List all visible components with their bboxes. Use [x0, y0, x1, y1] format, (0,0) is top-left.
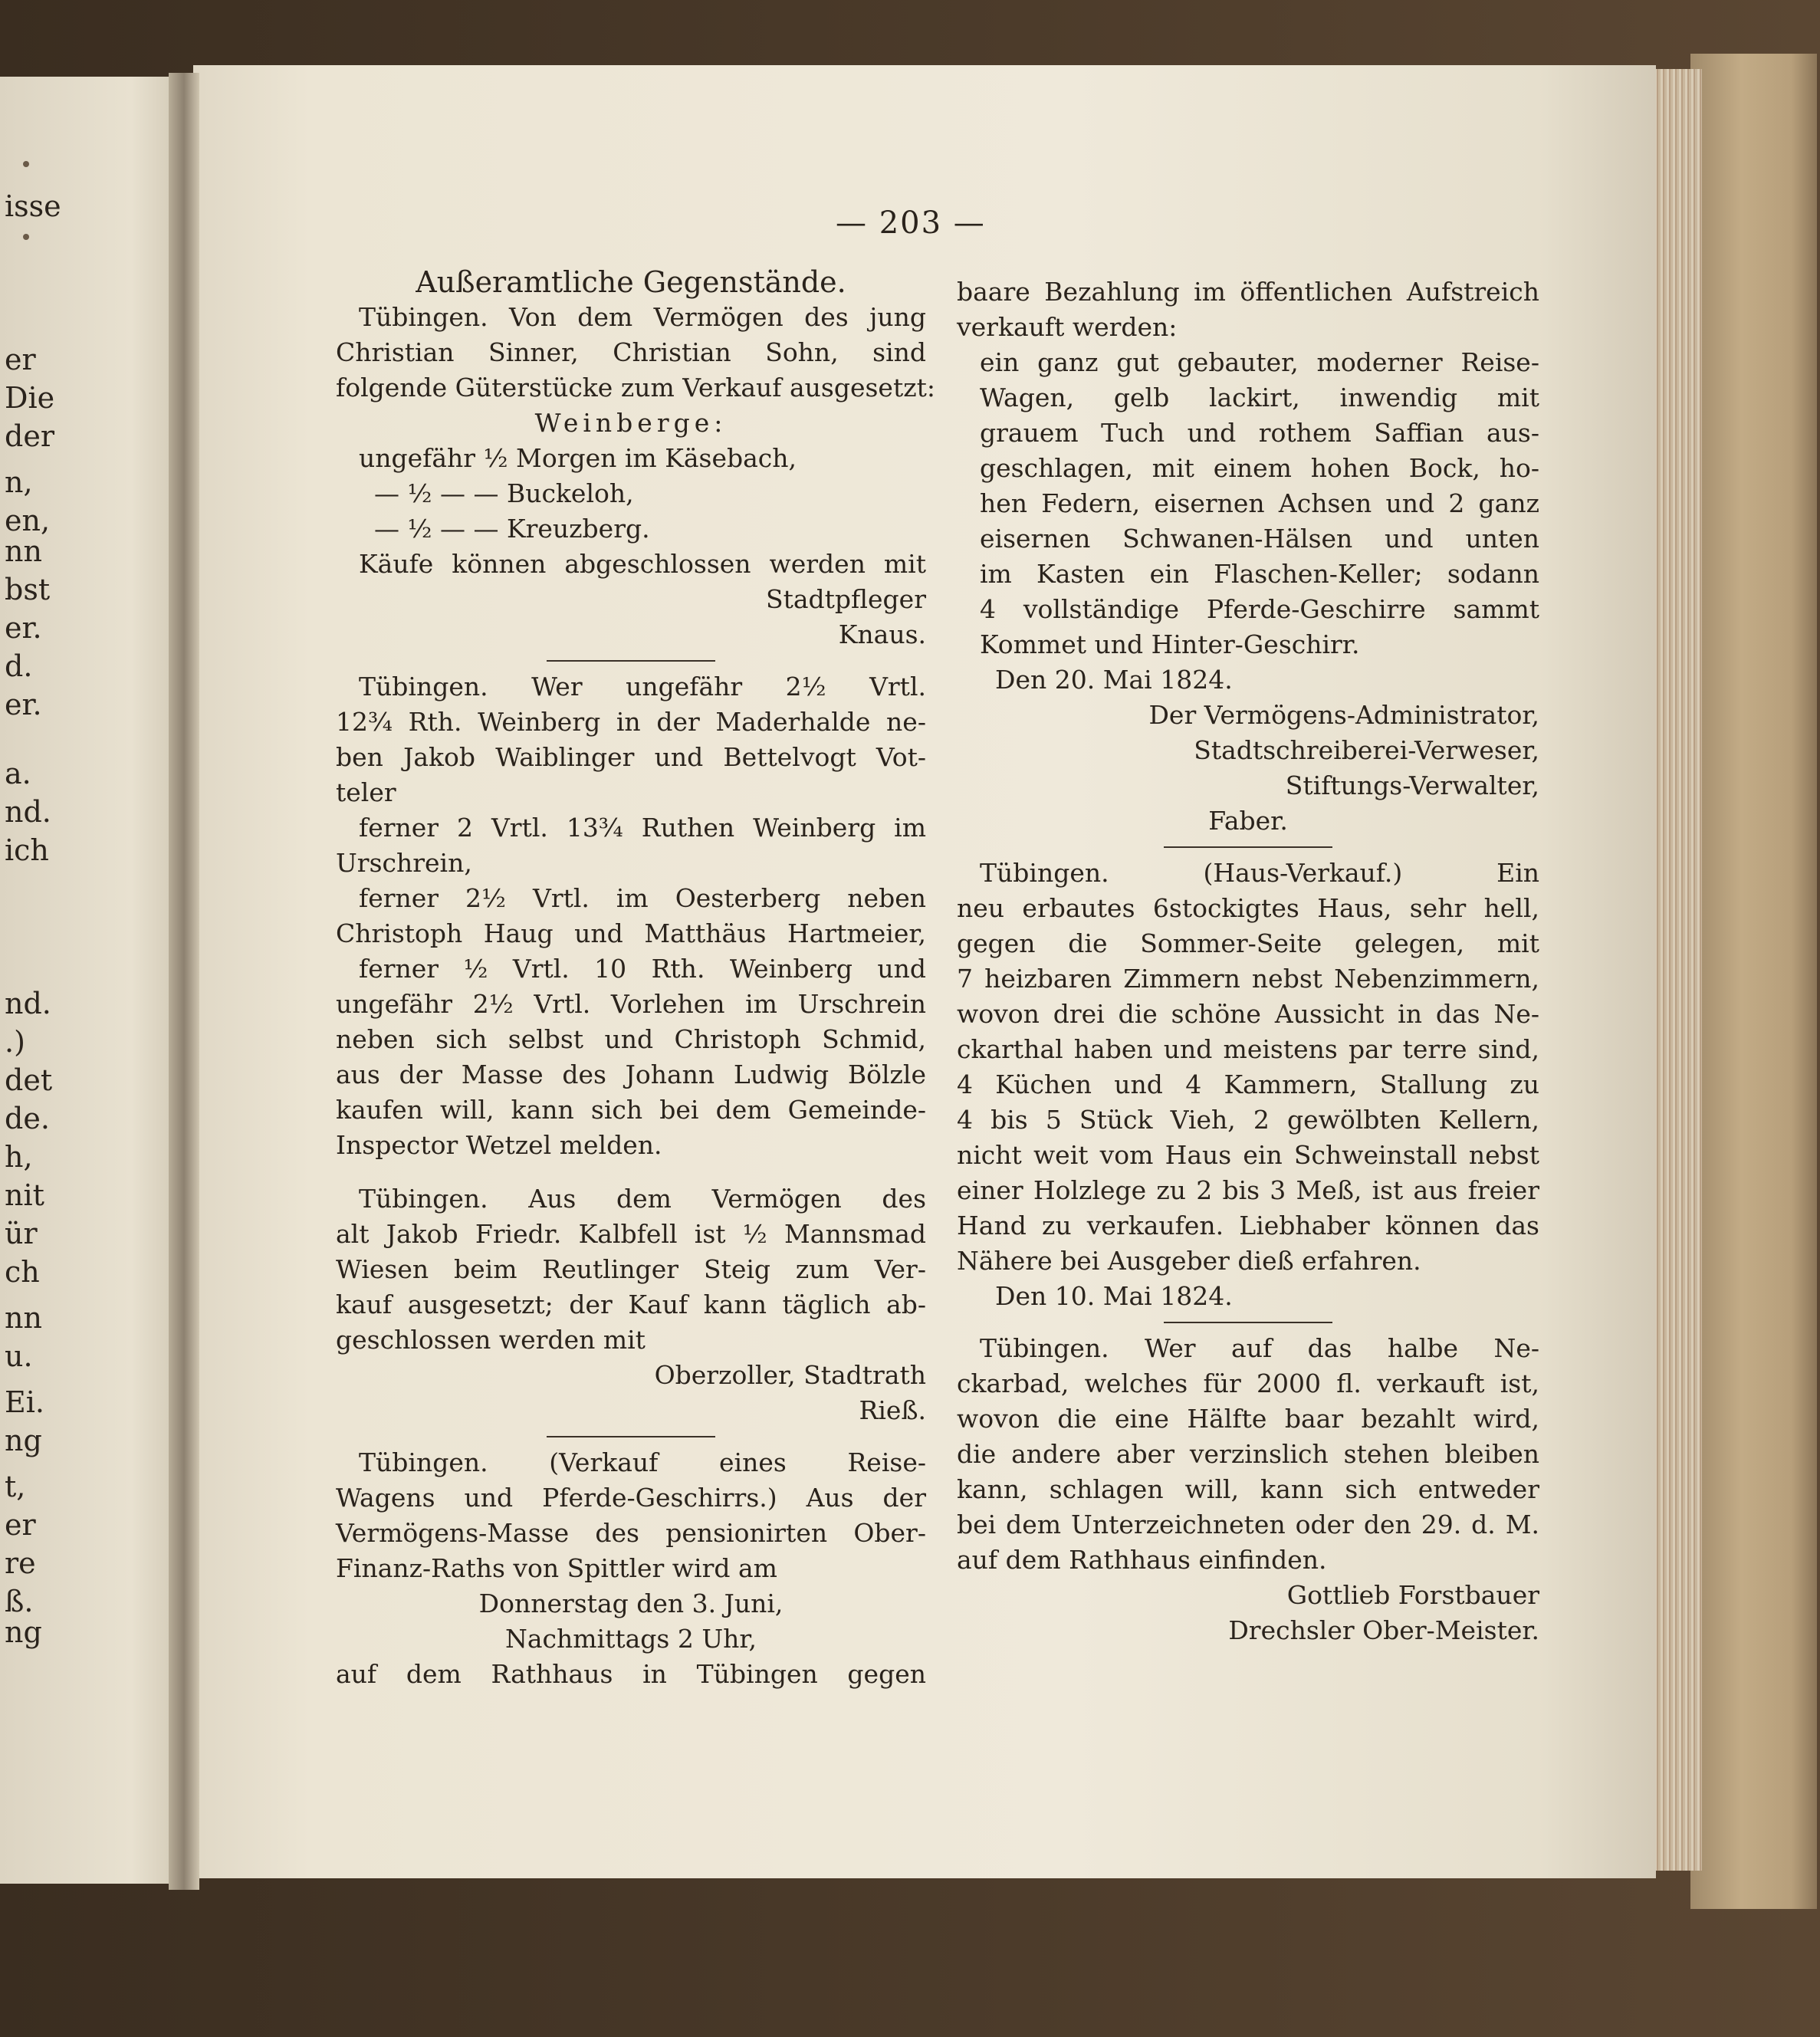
text-line: 7 heizbaren Zimmern nebst Nebenzimmern,	[957, 964, 1539, 994]
text-line: teler	[336, 777, 396, 807]
left-page-text-fragment: nd.	[5, 987, 51, 1020]
text-line: Wagens und Pferde-Geschirrs.) Aus der	[336, 1483, 926, 1513]
text-line: ein ganz gut gebauter, moderner Reise-	[980, 347, 1539, 377]
paragraph-gap	[336, 1163, 926, 1181]
separator-rule	[547, 1436, 715, 1437]
text-line: ckarbad, welches für 2000 fl. verkauft ist,	[957, 1368, 1539, 1398]
text-line: Tübingen. Aus dem Vermögen des	[359, 1184, 926, 1214]
left-page-text-fragment: Die	[5, 381, 55, 415]
text-line: 4 vollständige Pferde-Geschirre sammt	[980, 594, 1539, 624]
text-line: kann, schlagen will, kann sich entweder	[957, 1474, 1539, 1504]
text-line: Vermögens-Masse des pensionirten Ober-	[336, 1518, 926, 1548]
text-line: Stadtschreiberei-Verweser,	[1194, 735, 1539, 765]
separator-rule	[547, 660, 715, 662]
gutter-shadow	[169, 73, 199, 1890]
left-page-text-fragment: ür	[5, 1217, 38, 1250]
left-page-text-fragment: en,	[5, 504, 51, 537]
text-line: Donnerstag den 3. Juni,	[478, 1589, 784, 1618]
text-line: Oberzoller, Stadtrath	[654, 1360, 926, 1390]
text-line: Tübingen. (Verkauf eines Reise-	[359, 1447, 926, 1477]
text-line: Inspector Wetzel melden.	[336, 1130, 662, 1160]
left-page-text-fragment: er.	[5, 611, 42, 645]
left-page-text-fragment: u.	[5, 1339, 33, 1373]
left-page-text-fragment: ß.	[5, 1585, 34, 1618]
left-page-text-fragment: der	[5, 419, 54, 453]
text-line: Den 10. Mai 1824.	[995, 1281, 1233, 1311]
text-line: Nachmittags 2 Uhr,	[504, 1624, 757, 1654]
text-line: auf dem Rathhaus in Tübingen gegen	[336, 1659, 926, 1689]
ink-dot	[23, 161, 29, 167]
text-line: ferner 2½ Vrtl. im Oesterberg neben	[359, 883, 926, 913]
text-line: Faber.	[1208, 806, 1288, 836]
text-line: Den 20. Mai 1824.	[995, 665, 1233, 695]
left-page-text-fragment: n,	[5, 465, 33, 499]
text-line: Weinberge:	[534, 408, 728, 438]
separator-rule	[1164, 846, 1332, 848]
right-column	[957, 274, 1539, 1648]
left-page-text-fragment: ich	[5, 833, 49, 867]
text-line: wovon die eine Hälfte baar bezahlt wird,	[957, 1404, 1539, 1434]
text-line: Stiftungs-Verwalter,	[1285, 770, 1539, 800]
text-line: 4 bis 5 Stück Vieh, 2 gewölbten Kellern,	[957, 1105, 1539, 1135]
left-page-text-fragment: er	[5, 343, 36, 376]
text-line: geschlossen werden mit	[336, 1325, 646, 1355]
text-line: einer Holzlege zu 2 bis 3 Meß, ist aus freier	[957, 1175, 1539, 1205]
left-page-text-fragment: a.	[5, 757, 31, 790]
text-line: im Kasten ein Flaschen-Keller; sodann	[980, 559, 1539, 589]
text-line: Wiesen beim Reutlinger Steig zum Ver-	[336, 1254, 926, 1284]
text-line: ferner 2 Vrtl. 13¾ Ruthen Weinberg im	[359, 813, 926, 843]
text-line: ferner ½ Vrtl. 10 Rth. Weinberg und	[359, 954, 926, 984]
text-line: ckarthal haben und meistens par terre sind,	[957, 1034, 1539, 1064]
left-page-text-fragment: h,	[5, 1140, 33, 1174]
book-cover-edge	[1690, 54, 1817, 1909]
text-line: kaufen will, kann sich bei dem Gemeinde-	[336, 1095, 926, 1125]
text-line: Drechsler Ober-Meister.	[1228, 1615, 1539, 1645]
text-line: 4 Küchen und 4 Kammern, Stallung zu	[957, 1069, 1539, 1099]
left-page-text-fragment: er.	[5, 688, 42, 721]
text-line: alt Jakob Friedr. Kalbfell ist ½ Mannsmad	[336, 1219, 926, 1249]
text-line: Finanz-Raths von Spittler wird am	[336, 1553, 777, 1583]
text-line: gegen die Sommer-Seite gelegen, mit	[957, 928, 1539, 958]
text-line: verkauft werden:	[957, 312, 1178, 342]
left-page-text-fragment: nn	[5, 534, 42, 568]
text-line: kauf ausgesetzt; der Kauf kann täglich ab-	[336, 1290, 926, 1319]
left-page-text-fragment: re	[5, 1546, 36, 1580]
left-page-text-fragment: isse	[5, 189, 61, 223]
text-line: baare Bezahlung im öffentlichen Aufstreich	[957, 277, 1539, 307]
text-line: Hand zu verkaufen. Liebhaber können das	[957, 1211, 1539, 1240]
left-page-text-fragment: .)	[5, 1025, 25, 1059]
text-line: geschlagen, mit einem hohen Bock, ho-	[980, 453, 1539, 483]
left-page-text-fragment: ng	[5, 1424, 42, 1457]
text-line: Gottlieb Forstbauer	[1286, 1580, 1539, 1610]
text-line: die andere aber verzinslich stehen bleiben	[957, 1439, 1539, 1469]
left-page-text-fragment: t,	[5, 1470, 26, 1503]
left-column	[336, 264, 935, 1692]
text-line: bei dem Unterzeichneten oder den 29. d. M.	[957, 1510, 1539, 1539]
left-page-text-fragment: ch	[5, 1255, 40, 1289]
text-line: aus der Masse des Johann Ludwig Bölzle	[336, 1060, 926, 1089]
text-line: Christian Sinner, Christian Sohn, sind	[336, 337, 926, 367]
left-page-text-fragment: det	[5, 1063, 53, 1097]
left-page-text-fragment: ng	[5, 1615, 42, 1649]
page-edges	[1648, 69, 1702, 1871]
text-line: Stadtpfleger	[765, 584, 926, 614]
text-line: Käufe können abgeschlossen werden mit	[359, 549, 926, 579]
left-page-text-fragment: er	[5, 1508, 36, 1542]
text-line: Rieß.	[859, 1395, 926, 1425]
text-line: wovon drei die schöne Aussicht in das Ne-	[957, 999, 1539, 1029]
left-page-text-fragment: nn	[5, 1301, 42, 1335]
text-line: ben Jakob Waiblinger und Bettelvogt Vot-	[336, 742, 926, 772]
text-line: 12¾ Rth. Weinberg in der Maderhalde ne-	[336, 707, 926, 737]
text-line: Nähere bei Ausgeber dieß erfahren.	[957, 1246, 1421, 1276]
text-line: Christoph Haug und Matthäus Hartmeier,	[336, 918, 926, 948]
text-line: Tübingen. Wer auf das halbe Ne-	[980, 1333, 1539, 1363]
text-line: — ½ — — Buckeloh,	[374, 478, 634, 508]
text-line: auf dem Rathhaus einfinden.	[957, 1545, 1327, 1575]
left-page-fragment	[0, 77, 188, 1884]
text-line: neben sich selbst und Christoph Schmid,	[336, 1024, 926, 1054]
text-line: Kommet und Hinter-Geschirr.	[980, 629, 1360, 659]
text-line: — ½ — — Kreuzberg.	[374, 514, 650, 544]
left-page-text-fragment: d.	[5, 649, 33, 683]
text-line: folgende Güterstücke zum Verkauf ausgesetzt:	[336, 373, 935, 402]
ink-dot	[23, 234, 29, 240]
text-line: eisernen Schwanen-Hälsen und unten	[980, 524, 1539, 554]
left-page-text-fragment: nit	[5, 1178, 44, 1212]
text-line: Wagen, gelb lackirt, inwendig mit	[980, 383, 1539, 412]
text-line: Der Vermögens-Administrator,	[1148, 700, 1539, 730]
text-line: Tübingen. (Haus-Verkauf.) Ein	[980, 858, 1539, 888]
left-page-text-fragment: de.	[5, 1102, 50, 1135]
section-heading: Außeramtliche Gegenstände.	[416, 265, 846, 299]
text-line: hen Federn, eisernen Achsen und 2 ganz	[980, 488, 1539, 518]
text-line: Urschrein,	[336, 848, 472, 878]
left-page-text-fragment: nd.	[5, 795, 51, 829]
text-line: nicht weit vom Haus ein Schweinstall nebst	[957, 1140, 1539, 1170]
text-line: ungefähr ½ Morgen im Käsebach,	[359, 443, 797, 473]
text-line: ungefähr 2½ Vrtl. Vorlehen im Urschrein	[336, 989, 926, 1019]
text-line: Tübingen. Wer ungefähr 2½ Vrtl.	[359, 672, 926, 701]
text-line: Knaus.	[838, 619, 926, 649]
left-page-text-fragment: Ei.	[5, 1385, 44, 1419]
separator-rule	[1164, 1322, 1332, 1323]
left-page-text-fragment: bst	[5, 573, 51, 606]
text-line: grauem Tuch und rothem Saffian aus-	[980, 418, 1539, 448]
text-line: neu erbautes 6stockigtes Haus, sehr hell,	[957, 893, 1539, 923]
page-number: — 203 —	[836, 205, 986, 241]
text-line: Tübingen. Von dem Vermögen des jung	[359, 302, 926, 332]
